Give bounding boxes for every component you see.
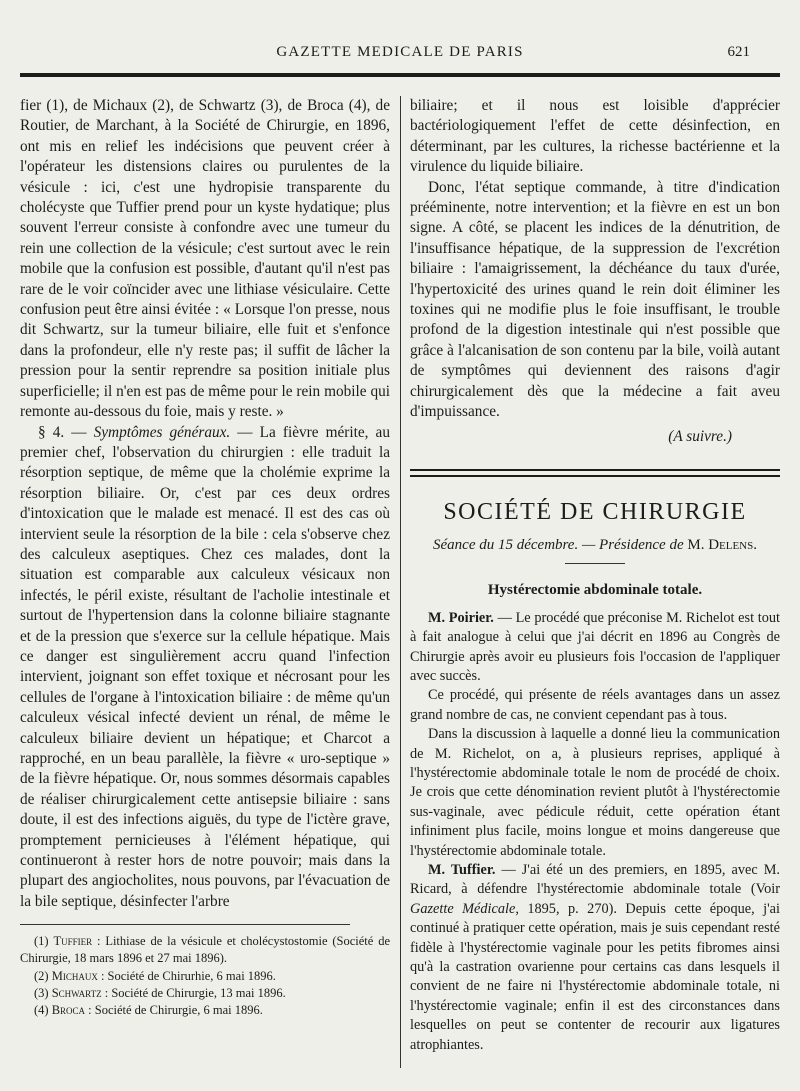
paragraph-procede: Ce procédé, qui présente de réels avantages dans un assez grand nombre de cas, ne convient cependant pas à tous. xyxy=(410,687,780,723)
footnote-author: Michaux xyxy=(51,968,98,983)
paragraph-diagnosis: fier (1), de Michaux (2), de Schwartz (3), de Broca (4), de Routier, de Marchant, à la Société de Chirurgie, en 1896, ont mis en relief les indécisions que peuvent créer à l'opérateur les distensions claires ou purulentes de la vésicule : ici, c'est une hydropisie transparente du cholécyste que Tuffier prend pour un kyste hydatique; plus souvent l'erreur consiste à confondre avec une tumeur du rein une collection de la vésicule; c'est surtout avec le rein mobile que la confusion est possible, d'autant qu'il n'est pas rare de le voir coïncider avec une lithiase vésiculaire. Cette confusion peut être ainsi évitée : « Lorsque l'on presse, nous dit Schwartz, sur la tumeur biliaire, elle fuit et s'enfonce dans la profondeur, elle n'y reste pas; il suffit de lâcher la pression pour la sentir reprendre sa position initiale plus superficielle; il n'en est pas de même pour le rein mobile qui remonte au-dessous du foie, mais y reste. » xyxy=(20,97,390,421)
paragraph-general-symptoms xyxy=(20,423,390,913)
speaker-poirier: M. Poirier. xyxy=(428,609,494,626)
society-title: SOCIÉTÉ DE CHIRURGIE xyxy=(443,498,747,525)
society-proceedings xyxy=(410,609,780,1055)
footnote-author: Broca xyxy=(51,1003,86,1018)
session-date: Séance du 15 décembre. — Présidence de xyxy=(433,536,684,553)
section-heading-symptoms: Symptômes généraux. xyxy=(93,423,231,441)
paragraph-poirier: M. Poirier. — Le procédé que préconise M. Richelot est tout à fait analogue à celui que j'ai décrit en 1896 au Congrès de Chirurgie après avoir eu plusieurs fois l'occasion de l'appliquer avec succès. xyxy=(410,609,780,684)
footnote-2: (2) Michaux : Société de Chirurhie, 6 mai 1896. xyxy=(34,968,276,983)
footnote-author: Tuffier xyxy=(53,934,93,949)
section-number: § 4. — xyxy=(38,423,87,441)
short-rule xyxy=(565,563,625,564)
column-divider xyxy=(400,96,401,1068)
page-header xyxy=(20,44,780,68)
paragraph-biliary: biliaire; et il nous est loisible d'apprécier bactériologiquement l'effet de cette désinfection, en déterminant, par les cultures, la richesse bactérienne et la virulence du liquide biliaire. xyxy=(410,97,780,176)
journal-title: Gazette Médicale xyxy=(410,900,516,917)
to-be-continued: (A suivre.) xyxy=(668,427,732,445)
right-column xyxy=(410,96,780,1055)
paragraph-symptoms-text: — La fièvre mérite, au premier chef, l'observation du chirurgien : elle traduit la résorption septique, de même que la cholémie exprime la résorption biliaire. Or, c'est par ces deux ordres d'intoxication que le malade est menacé. Il est des cas où intervient seule la résorption de la bile : cela s'observe chez des calculeux aseptiques. Chez ces malades, dont la situation est comparable aux calculeux vésicaux non infectés, le péril existe, résultant de l'acholie intestinale et surtout de l'hypertension dans la colonne biliaire stagnante et de la pression que s'exerce sur la cellule hépatique. Mais ce danger est singulièrement accru quand l'infection intervient, joignant son effet toxique et nécrosant pour les cellules de l'organe à l'intoxication biliaire : de même qu'un calculeux vésical infecté devient un rénal, de même le calculeux biliaire devient un hépatique; et Charcot a rapproché, en un beau parallèle, la fièvre « uro-septique » de la fièvre hépatique. Or, nous sommes désormais capables de réaliser chirurgicalement cette antisepsie biliaire : sans doute, il est des infections aiguës, du type de l'ictère grave, promptement pernicieuses à l'élément hépatique, qui continueront à rester hors de notre pouvoir; mais dans la plupart des angiocholites, nous pouvons, par l'évacuation de la bile septique, désinfecter l'arbre xyxy=(20,423,390,910)
section-double-rule xyxy=(410,469,780,477)
speaker-tuffier: M. Tuffier. xyxy=(428,862,496,878)
header-rule xyxy=(20,73,780,77)
session-line xyxy=(410,535,780,555)
article-title: Hystérectomie abdominale totale. xyxy=(487,582,703,599)
running-title: GAZETTE MEDICALE DE PARIS xyxy=(276,44,524,60)
left-column xyxy=(20,96,390,1019)
footnotes xyxy=(20,933,390,1019)
page-number: 621 xyxy=(727,44,750,60)
footnote-rule xyxy=(20,924,350,925)
paragraph-discussion: Dans la discussion à laquelle a donné lieu la communication de M. Richelot, on a, à plusieurs reprises, appliqué à l'hystérectomie abdominale totale le nom de procédé de choix. Je crois que cette dénomination revient plutôt à l'hystérectomie sus-vaginale, avec pédicule réduit, cette opération étant infiniment plus facile, moins longue et moins dangereuse que l'hystérectomie abdominale totale. xyxy=(410,726,780,859)
president-name: M. Delens. xyxy=(687,536,757,553)
footnote-1: (1) Tuffier : Lithiase de la vésicule et cholécystostomie (Société de Chirurgie, 18 mars 1896 et 27 mai 1896). xyxy=(20,934,390,966)
paragraph-indications: Donc, l'état septique commande, à titre d'indication prééminente, notre intervention; et la fièvre en est un bon signe. A côté, se placent les indices de la dénutrition, de l'insuffisance hépatique, de la suppression de l'excrétion biliaire : l'amaigrissement, la déchéance du taux d'urée, l'hypertoxicité des urines quand le rein doit éliminer les toxines qui ne modifie plus le foie insuffisant, le trouble profond de la digestion intestinale qui n'est possible que grâce à l'alcanisation de son contenu par la bile, voilà autant de symptômes qui deviennent des raisons d'agir chirurgicalement dès que la médecine a fait aveu d'impuissance. xyxy=(410,178,780,421)
footnote-3: (3) Schwartz : Société de Chirurgie, 13 mai 1896. xyxy=(34,985,286,1000)
footnote-author: Schwartz xyxy=(51,985,102,1000)
paragraph-tuffier: M. Tuffier. — J'ai été un des premiers, en 1895, avec M. Ricard, à défendre l'hystérectomie abdominale totale (Voir Gazette Médicale, 1895, p. 270). Depuis cette époque, j'ai continué à pratiquer cette opération, mais je suis cependant resté fidèle à l'hystérectomie vaginale pour les petits fibromes ainsi qu'à la castration ovarienne pour certains cas dans lesquels il convient de ne faire ni l'hystérectomie abdominale totale, ni l'hystérectomie vaginale; enfin il est des circonstances dans lesquelles on peut se contenter de recourir aux ligatures atrophiantes. xyxy=(410,862,780,1053)
footnote-4: (4) Broca : Société de Chirurgie, 6 mai 1896. xyxy=(34,1003,263,1018)
